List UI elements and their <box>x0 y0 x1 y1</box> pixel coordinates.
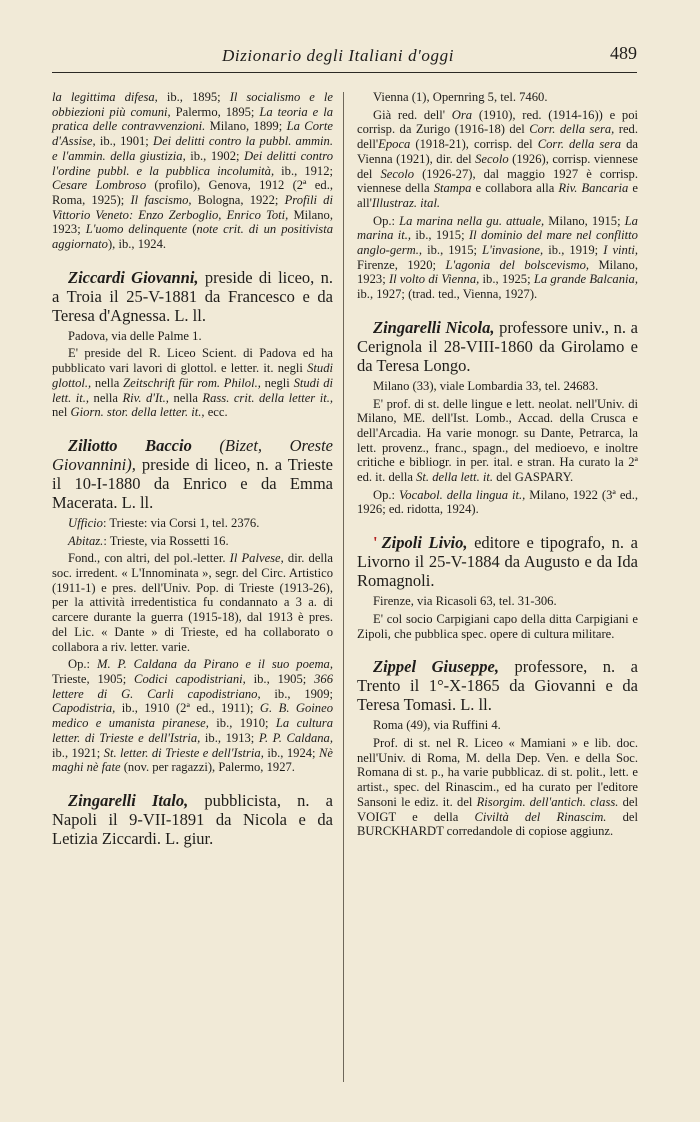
italic-title: La grande Balcania, <box>533 272 638 287</box>
text-run: e collabora alla <box>471 181 559 196</box>
text-run: Op.: <box>373 213 400 228</box>
page-header <box>52 40 637 76</box>
entry-paragraph <box>357 488 638 517</box>
continued-entry <box>357 90 638 302</box>
italic-title: Corr. della sera, <box>529 122 615 137</box>
entry-headword: Zippel Giuseppe, <box>373 657 499 677</box>
dictionary-entry <box>52 268 333 420</box>
left-column <box>52 90 333 852</box>
italic-title: La Corte d'Assise, <box>52 119 333 149</box>
italic-title: La cultura letter. di Trieste e dell'Istria, <box>52 716 333 745</box>
italic-title: Studi di lett. it., <box>52 375 333 405</box>
italic-title: Codici capodistriani, <box>134 671 246 686</box>
italic-title: St. della lett. it. <box>416 470 494 485</box>
italic-title: Vocabol. della lingua it., <box>399 487 526 502</box>
address-label: Ufficio <box>68 515 103 530</box>
text-run: ib., 1912; <box>274 163 334 178</box>
entry-paragraph <box>52 657 333 775</box>
text-run: ), ib., 1924. <box>107 237 167 252</box>
italic-title: Secolo <box>380 166 415 181</box>
entry-headword: Zingarelli Nicola, <box>373 317 495 337</box>
text-run: ib., 1910 (2ª ed., 1911); <box>115 701 260 716</box>
italic-title: La teoria e la pratica delle contravvenzioni. <box>52 104 334 134</box>
italic-title: Riv. Bancaria <box>558 181 629 196</box>
text-run: del BURCKHARDT corredandole di copiose aggiunz. <box>357 809 639 839</box>
dictionary-entry <box>357 657 638 839</box>
continued-entry <box>52 90 333 252</box>
text-run: ib., 1901; <box>95 134 153 149</box>
entry-biography: editore e tipografo, n. a Livorno il 25-V-1884 da Augusto e da Ida Romagnoli. <box>357 533 638 591</box>
entry-address: Firenze, via Ricasoli 63, tel. 31-306. <box>373 594 557 609</box>
entry-paragraph <box>357 108 638 211</box>
page-number: 489 <box>610 43 637 63</box>
text-run: Milano, 1923; <box>52 207 333 237</box>
entry-biography: professore, n. a Trento il 1°-X-1865 da Giovanni e da Teresa Tomasi. L. ll. <box>357 657 638 715</box>
italic-title: Cesare Lombroso <box>52 178 147 193</box>
text-run: (1910), red. (1914-16)) e poi corrisp. da Zurigo (1916-18) del <box>357 107 638 137</box>
italic-title: Studi glottol., <box>52 361 333 390</box>
text-run: Trieste, 1905; <box>52 671 135 686</box>
italic-title: Illustraz. ital. <box>371 195 441 210</box>
italic-title: L'agonia del bolscevismo, <box>445 257 590 272</box>
text-run: E' col socio Carpigiani capo della ditta Carpigiani e Zipoli, che pubblica spec. opere di cultura militare. <box>357 611 638 641</box>
entry-works <box>52 90 333 252</box>
address-label: Abitaz. <box>68 533 104 548</box>
address-text: : Trieste, via Rossetti 16. <box>103 533 229 548</box>
italic-title: Il dominio del mare nel conflitto anglo-germ., <box>357 228 638 258</box>
text-run: red. dell' <box>357 122 638 152</box>
annotation-mark: ' <box>373 533 378 553</box>
text-run: nella <box>91 375 124 390</box>
text-run: (1926), corrisp. viennese del <box>357 151 638 181</box>
running-title: Dizionario degli Italiani d'oggi <box>222 46 455 65</box>
text-run: nel <box>52 405 71 420</box>
italic-title: St. letter. di Trieste e dell'Istria, <box>103 745 264 760</box>
text-run: ib., 1895; <box>157 90 230 104</box>
text-run: Milano, 1922 (3ª ed., 1926; ed. ridotta, 1924). <box>357 487 639 517</box>
entry-biography: preside di liceo, n. a Trieste il 10-I-1880 da Enrico e da Emma Macerata. L. ll. <box>52 454 333 512</box>
entry-headword: Zipoli Livio, <box>381 533 468 553</box>
italic-title: M. P. Caldana da Pirano e il suo poema, <box>96 657 334 672</box>
dictionary-entry <box>357 318 638 517</box>
text-run: Prof. di st. nel R. Liceo « Mamiani » e lib. doc. nell'Univ. di Roma, M. della Dep. Ven. e della Soc. Romana di st. p., ha varie pubblicaz. di st. polit., lett. e artist., spec. del Rinascim., ed ha curato per l'editore Sansoni le ediz. it. del <box>357 735 638 809</box>
italic-title: Riv. d'It., <box>122 390 169 405</box>
text-run: ib., 1913; <box>200 730 259 745</box>
entry-paragraph <box>52 346 333 420</box>
text-run: (profilo), Genova, 1912 (2ª ed., Roma, 1925); <box>52 178 333 207</box>
italic-title: Profili di Vittorio Veneto: Enzo Zerboglio, Enrico Toti, <box>52 192 333 222</box>
italic-title: La marina nella gu. attuale, <box>399 213 545 228</box>
text-run: Firenze, 1920; <box>357 257 446 272</box>
text-run: ib., 1919; <box>543 243 604 258</box>
entry-biography: pubblicista, n. a Napoli il 9-VII-1891 da Nicola e da Letizia Ziccardi. L. giur. <box>52 790 333 848</box>
text-run: Palermo, 1895; <box>170 104 260 119</box>
italic-title: Il fascismo, <box>130 192 192 207</box>
text-run: Op.: <box>68 657 97 672</box>
entry-pseudonyms: (Bizet, Oreste Giovannini), <box>52 435 333 474</box>
entry-heading <box>357 533 638 590</box>
dictionary-entry <box>52 436 333 775</box>
entry-headword: Ziliotto Baccio <box>68 435 192 455</box>
entry-paragraph <box>52 551 333 654</box>
entry-heading <box>357 318 638 375</box>
italic-title: Nè maghi nè fate <box>52 745 333 775</box>
italic-title: Capodistria, <box>52 701 116 716</box>
italic-title: Il socialismo e le obbiezioni più comuni, <box>52 90 333 119</box>
italic-title: G. B. Goineo medico e umanista piranese, <box>52 701 333 731</box>
entry-paragraph <box>357 397 638 485</box>
entry-paragraph <box>357 214 638 302</box>
italic-title: Giorn. stor. della letter. it., <box>70 405 205 420</box>
text-run: Op.: <box>373 487 400 502</box>
text-run: Milano, 1899; <box>205 119 287 134</box>
italic-title: Dei delitti contro la pubbl. ammin. e l'ammin. della giustizia, <box>52 134 333 163</box>
italic-title: Civiltà del Rinascim. <box>474 809 607 824</box>
entry-address <box>52 516 333 531</box>
text-run: ib., 1915; <box>411 228 469 243</box>
entry-headword: Zingarelli Italo, <box>68 790 189 810</box>
text-run: ecc. <box>204 405 228 420</box>
address-text: : Trieste: via Corsi 1, tel. 2376. <box>102 515 260 530</box>
entry-address <box>52 534 333 549</box>
text-run: ib., 1902; <box>185 148 245 163</box>
italic-title: I vinti, <box>603 243 638 258</box>
italic-title: Ora <box>451 107 473 122</box>
text-run: nella <box>89 390 123 405</box>
entry-headword: Ziccardi Giovanni, <box>68 267 199 287</box>
text-run: ( <box>187 222 197 237</box>
italic-title: Secolo <box>475 151 509 166</box>
entry-heading <box>52 268 333 325</box>
column-divider <box>343 92 344 1082</box>
text-run: Bologna, 1922; <box>191 192 285 207</box>
entry-heading <box>52 791 333 848</box>
text-run: del GASPARY. <box>493 470 574 485</box>
text-run: ib., 1927; (trad. ted., Vienna, 1927). <box>357 287 538 302</box>
text-run: (1918-21), corrisp. del <box>410 137 538 152</box>
text-run: ib., 1905; <box>245 671 315 686</box>
italic-title: L'uomo delinquente <box>85 222 188 237</box>
italic-title: Il volto di Vienna, <box>388 272 480 287</box>
entry-address: Vienna (1), Opernring 5, tel. 7460. <box>373 90 548 104</box>
text-run: dir. della soc. irredent. « L'Innominata », segr. del Circ. Artistico (1911-1) e pres. dell'Univ. Pop. di Trieste (1913-26), per la attività irredentistica fu condannato a 3 a. di carcere durante la guerra (1915-18), dal 1913 è pres. del Lic. « Dante » di Trieste, ed ha collaborato o collabora a riv. letter. varie. <box>52 551 333 654</box>
text-run: E' prof. di st. delle lingue e lett. neolat. nell'Univ. di Milano, ME. dell'Ist. Lomb., Accad. della Crusca e dell'Arcadia. Ha varie monogr. su Dante, Petrarca, la lett. provenz., franc., spagn., del medioevo, e inoltre critiche e bibliogr. in per. ital. e stran. Ha curato la 2ª ed. it. della <box>357 396 638 485</box>
entry-heading <box>52 436 333 512</box>
header-rule <box>52 72 637 73</box>
text-run: nella <box>168 390 203 405</box>
text-run: Milano, 1915; <box>544 213 625 228</box>
italic-title: la legittima difesa, <box>52 90 158 104</box>
italic-title: L'invasione, <box>482 243 544 258</box>
italic-title: Stampa <box>433 181 472 196</box>
entry-heading <box>357 657 638 714</box>
italic-title: P. P. Caldana, <box>258 730 333 745</box>
entry-address: Padova, via delle Palme 1. <box>68 328 202 343</box>
italic-title: Il Palvese, <box>229 551 284 566</box>
text-run: ib., 1924; <box>263 745 319 760</box>
italic-title: Epoca <box>378 137 411 152</box>
text-run: (1926-27), dal maggio 1927 è corrisp. viennese della <box>357 166 638 196</box>
text-run: e all' <box>357 181 638 210</box>
italic-title: Corr. della sera <box>537 137 622 152</box>
entry-paragraph <box>357 736 638 839</box>
entry-address: Roma (49), via Ruffini 4. <box>373 718 501 733</box>
italic-title: Rass. crit. della letter it., <box>202 390 333 405</box>
italic-title: note crit. di un positivista aggiornato <box>52 222 333 252</box>
text-run: Già red. dell' <box>373 107 452 122</box>
italic-title: Dei delitti contro l'ordine pubbl. e la pubblica incolumità, <box>52 148 333 178</box>
text-run: del VOIGT e della <box>357 794 638 824</box>
dictionary-entry <box>357 533 638 641</box>
text-run: ib., 1910; <box>208 716 276 731</box>
italic-title: Zeitschrift für rom. Philol., <box>123 375 261 390</box>
text-run: negli <box>260 375 294 390</box>
entry-address: Milano (33), viale Lombardia 33, tel. 24683. <box>373 378 599 393</box>
text-run: Milano, 1923; <box>357 257 638 287</box>
entry-biography: professore univ., n. a Cerignola il 28-VIII-1860 da Girolamo e da Teresa Longo. <box>357 317 638 375</box>
text-run: ib., 1909; <box>260 686 334 701</box>
entry-paragraph <box>357 612 638 641</box>
italic-title: 366 lettere di G. Carli capodistriano, <box>52 671 333 701</box>
text-run: da Vienna (1921), dir. del <box>357 137 638 166</box>
text-run: ib., 1921; <box>52 745 104 760</box>
right-column <box>357 90 638 839</box>
text-run: (nov. per ragazzi), Palermo, 1927. <box>120 760 295 775</box>
text-run: ib., 1925; <box>479 272 534 287</box>
italic-title: Risorgim. dell'antich. class. <box>476 794 619 809</box>
text-run: Fond., con altri, del pol.-letter. <box>68 551 230 566</box>
entry-biography: preside di liceo, n. a Troia il 25-V-1881 da Francesco e da Teresa d'Agnessa. L. ll. <box>52 267 334 325</box>
text-run: ib., 1915; <box>422 243 483 258</box>
text-run: E' preside del R. Liceo Scient. di Padova ed ha pubblicato vari lavori di glottol. e letter. it. negli <box>52 346 333 376</box>
dictionary-entry <box>52 791 333 848</box>
italic-title: La marina it., <box>357 213 638 243</box>
